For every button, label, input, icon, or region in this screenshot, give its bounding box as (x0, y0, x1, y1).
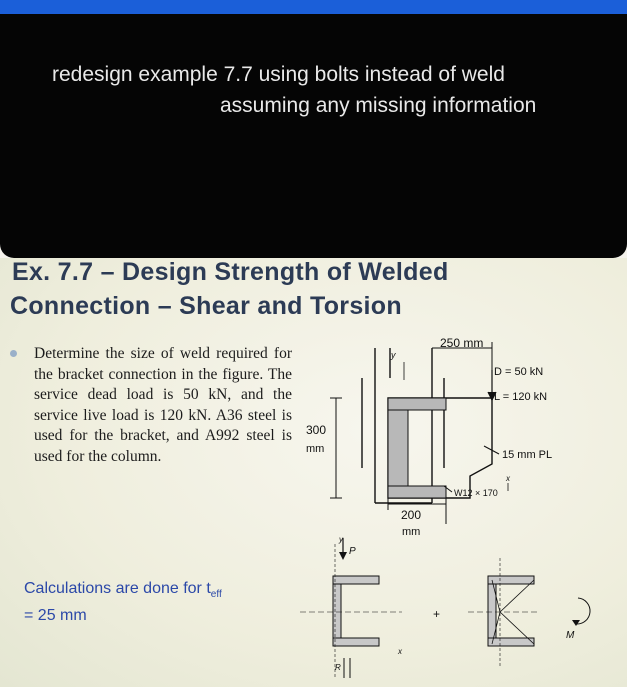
post-text-line-1: redesign example 7.7 using bolts instead of weld (52, 63, 505, 86)
slide-title-line-2: Connection – Shear and Torsion (10, 292, 402, 320)
dimension-200-unit: mm (402, 526, 421, 538)
moment-m-label: M (566, 630, 575, 641)
sub-x-label: x (398, 647, 402, 656)
reaction-r-label: R (335, 663, 341, 672)
plate-label: 15 mm PL (502, 449, 553, 461)
dimension-300 (330, 398, 342, 498)
sub-y-label: y (339, 535, 343, 544)
torsion-sub-figure (468, 558, 590, 668)
dead-load-label: D = 50 kN (494, 366, 544, 378)
column-label: W12 × 170 (454, 488, 498, 498)
load-p-label: P (349, 546, 356, 557)
y-axis-label: y (391, 350, 396, 360)
bracket-plate (388, 398, 492, 498)
centroid-x-label: x (506, 474, 510, 483)
live-load-label: L = 120 kN (494, 391, 548, 403)
post-text-card (0, 14, 627, 258)
calc-suffix: = 25 mm (24, 607, 87, 625)
problem-statement: Determine the size of weld required for the bracket connection in the figure. The service dead load is 50 kN, and the service live load is 120 kN. A36 steel is used for the bracket, and A992 steel is used for the column. (34, 345, 292, 465)
bracket-connection-figure (0, 258, 627, 687)
calc-subscript: eff (210, 589, 222, 601)
dimension-300-value: 300 (306, 423, 327, 437)
calc-prefix: Calculations are done for t (24, 580, 211, 597)
dimension-200-value: 200 (401, 508, 422, 522)
plus-sign: + (433, 607, 441, 621)
slide-title-line-1: Ex. 7.7 – Design Strength of Welded (12, 258, 449, 286)
post-text-line-2: assuming any missing information (220, 94, 537, 117)
dimension-300-unit: mm (306, 443, 325, 455)
top-accent-bar (0, 0, 627, 14)
shear-sub-figure (300, 538, 402, 678)
dimension-250-label: 250 mm (440, 336, 484, 350)
